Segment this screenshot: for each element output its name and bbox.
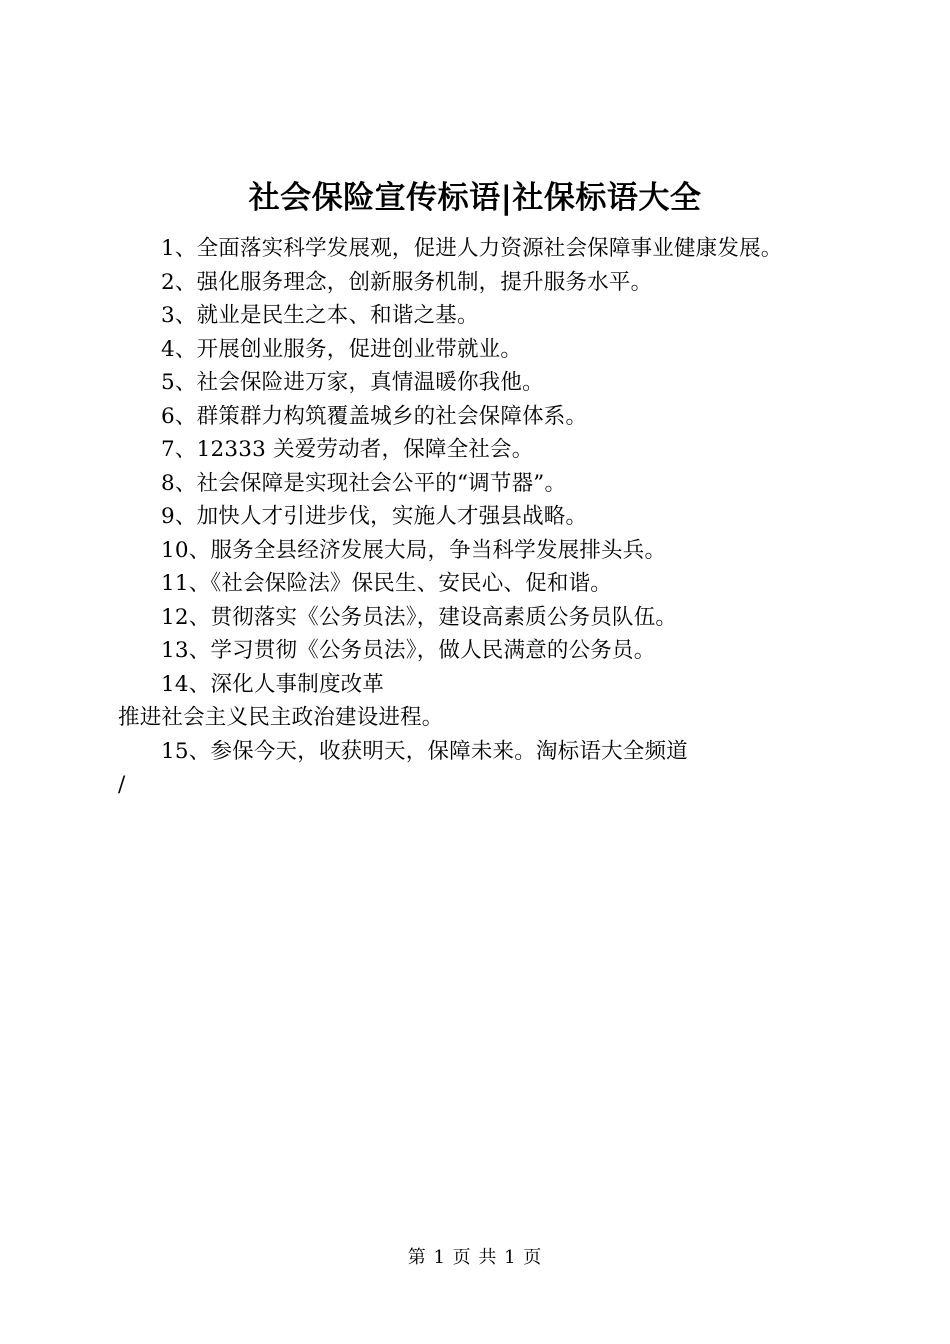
paragraph: 15、参保今天，收获明天，保障未来。淘标语大全频道 [161, 738, 688, 764]
paragraph: 5、社会保险进万家，真情温暖你我他。 [161, 370, 544, 395]
paragraph: 3、就业是民生之本、和谐之基。 [161, 303, 479, 328]
document-body [118, 232, 848, 802]
paragraph: 12、贯彻落实《公务员法》，建设高素质公务员队伍。 [161, 604, 678, 630]
paragraph: 10、服务全县经济发展大局，争当科学发展排头兵。 [161, 537, 667, 563]
page-footer: 第 1 页 共 1 页 [407, 1247, 543, 1268]
paragraph: 14、深化人事制度改革 [161, 671, 385, 697]
paragraph: 1、全面落实科学发展观，促进人力资源社会保障事业健康发展。 [161, 236, 783, 261]
paragraph: 11、《社会保险法》保民生、安民心、促和谐。 [161, 571, 613, 596]
paragraph: 2、强化服务理念，创新服务机制，提升服务水平。 [161, 269, 653, 295]
paragraph: 8、社会保障是实现社会公平的“调节器”。 [161, 470, 567, 496]
paragraph: / [118, 772, 126, 797]
paragraph: 9、加快人才引进步伐，实施人才强县战略。 [161, 504, 588, 529]
paragraph: 推进社会主义民主政治建设进程。 [118, 705, 444, 730]
paragraph: 13、学习贯彻《公务员法》，做人民满意的公务员。 [161, 638, 656, 663]
paragraph: 6、群策群力构筑覆盖城乡的社会保障体系。 [161, 403, 588, 429]
paragraph: 7、12333 关爱劳动者，保障全社会。 [161, 437, 534, 462]
paragraph: 4、开展创业服务，促进创业带就业。 [161, 336, 523, 362]
page-title: 社会保险宣传标语|社保标语大全 [248, 180, 702, 216]
